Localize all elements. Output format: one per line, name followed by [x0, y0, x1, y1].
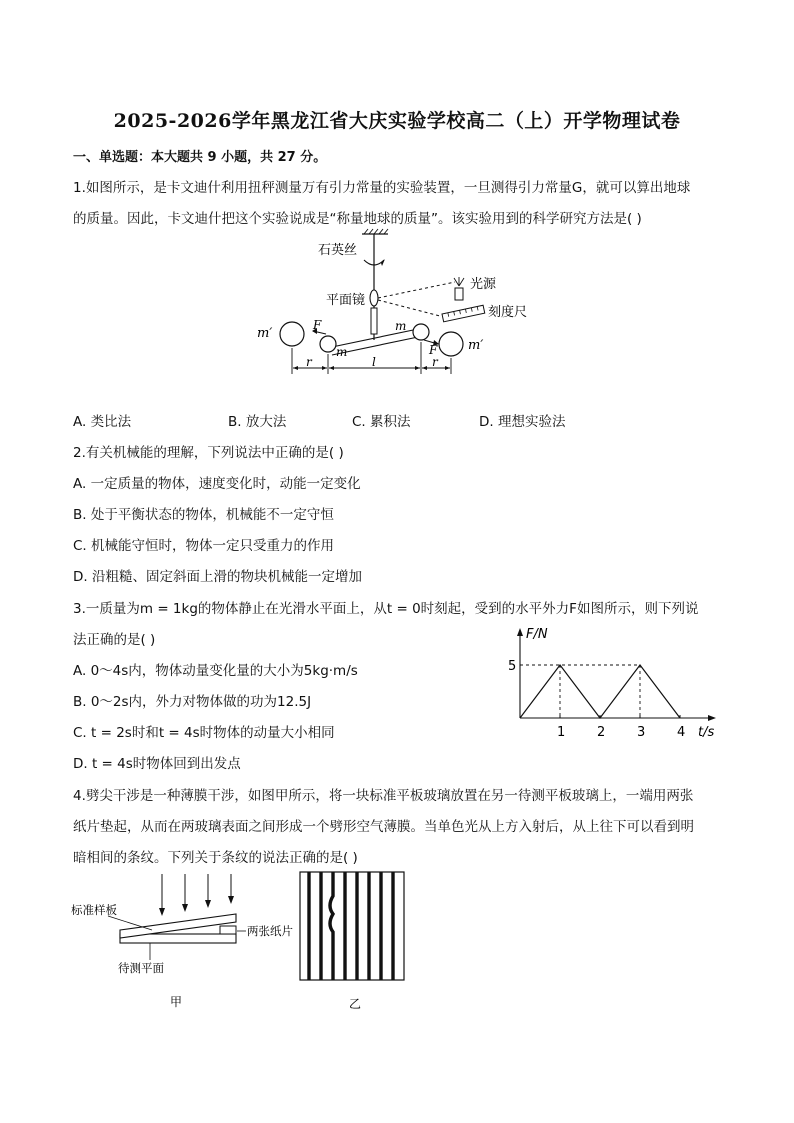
figure-jia-label: 甲	[170, 995, 183, 1009]
light-source-label: 光源	[470, 277, 497, 292]
q2-option-a[interactable]: A. 一定质量的物体，速度变化时，动能一定变化	[73, 476, 361, 492]
q2-option-c[interactable]: C. 机械能守恒时，物体一定只受重力的作用	[73, 538, 335, 554]
q1-stem-line2: 的质量。因此，卡文迪什把这个实验说成是“称量地球的质量”。该实验用到的科学研究方法是( )	[73, 211, 642, 227]
force-right-label: F	[429, 343, 438, 357]
q2-option-b[interactable]: B. 处于平衡状态的物体，机械能不一定守恒	[73, 507, 334, 523]
q2-stem: 2.有关机械能的理解，下列说法中正确的是( )	[73, 445, 344, 461]
q3-option-b[interactable]: B. 0～2s内，外力对物体做的功为12.5J	[73, 694, 312, 710]
figure-yi-label: 乙	[349, 997, 362, 1011]
x-axis-arrow	[708, 715, 716, 721]
wedge-interference-setup-figure	[70, 868, 293, 1013]
small-mass-left-label: m	[336, 345, 348, 359]
x-tick-label: 4	[677, 725, 686, 740]
standard-plate-label: 标准样板	[71, 903, 117, 917]
paper-strips-label: 两张纸片	[247, 924, 293, 938]
q1-option-b[interactable]: B. 放大法	[228, 414, 287, 430]
q4-stem-line3: 暗相间的条纹。下列关于条纹的说法正确的是( )	[73, 850, 358, 866]
y-axis-arrow	[517, 628, 523, 636]
y-tick-label: 5	[508, 659, 517, 674]
r-right-label: r	[432, 355, 438, 369]
section-heading: 一、单选题：本大题共 9 小题，共 27 分。	[73, 150, 327, 165]
r-left-label: r	[306, 355, 312, 369]
torsion-balance-figure	[250, 228, 550, 376]
test-flat-label: 待测平面	[118, 961, 164, 975]
interference-fringes-figure	[297, 870, 417, 1015]
x-tick-label: 1	[557, 725, 566, 740]
force-left-label: F	[313, 318, 322, 332]
mirror-label: 平面镜	[326, 293, 366, 308]
q3-stem-line1: 3.一质量为m = 1kg的物体静止在光滑水平面上，从t = 0时刻起，受到的水平外力F如图所示，则下列说	[73, 601, 699, 617]
quartz-fiber-label: 石英丝	[318, 243, 358, 258]
big-mass-left-label: m′	[257, 326, 273, 341]
q1-option-c[interactable]: C. 累积法	[352, 414, 411, 430]
y-axis-label: F/N	[526, 627, 548, 642]
q3-option-d[interactable]: D. t = 4s时物体回到出发点	[73, 756, 241, 772]
force-series-line	[520, 665, 680, 718]
l-label: l	[372, 355, 376, 369]
small-mass-right-label: m	[395, 319, 407, 333]
x-axis-label: t/s	[698, 725, 715, 740]
x-tick-label: 3	[637, 725, 646, 740]
x-tick-label: 2	[597, 725, 606, 740]
q1-stem-line1: 1.如图所示，是卡文迪什利用扭秤测量万有引力常量的实验装置，一旦测得引力常量G，就可以算出地球	[73, 180, 691, 196]
q3-stem-line2: 法正确的是( )	[73, 632, 156, 648]
q1-option-d[interactable]: D. 理想实验法	[479, 414, 566, 430]
q4-stem-line1: 4.劈尖干涉是一种薄膜干涉，如图甲所示，将一块标准平板玻璃放置在另一待测平板玻璃上，一端用两张	[73, 788, 694, 804]
q3-option-a[interactable]: A. 0～4s内，物体动量变化量的大小为5kg·m/s	[73, 663, 358, 679]
q2-option-d[interactable]: D. 沿粗糙、固定斜面上滑的物块机械能一定增加	[73, 569, 362, 585]
force-time-chart	[498, 620, 726, 745]
ruler-label: 刻度尺	[488, 305, 528, 320]
big-mass-right-label: m′	[468, 338, 484, 353]
page-title: 2025-2026学年黑龙江省大庆实验学校高二（上）开学物理试卷	[113, 110, 681, 132]
q1-option-a[interactable]: A. 类比法	[73, 414, 132, 430]
q4-stem-line2: 纸片垫起，从而在两玻璃表面之间形成一个劈形空气薄膜。当单色光从上方入射后，从上往下可以看到明	[73, 819, 694, 835]
q3-option-c[interactable]: C. t = 2s时和t = 4s时物体的动量大小相同	[73, 725, 335, 741]
